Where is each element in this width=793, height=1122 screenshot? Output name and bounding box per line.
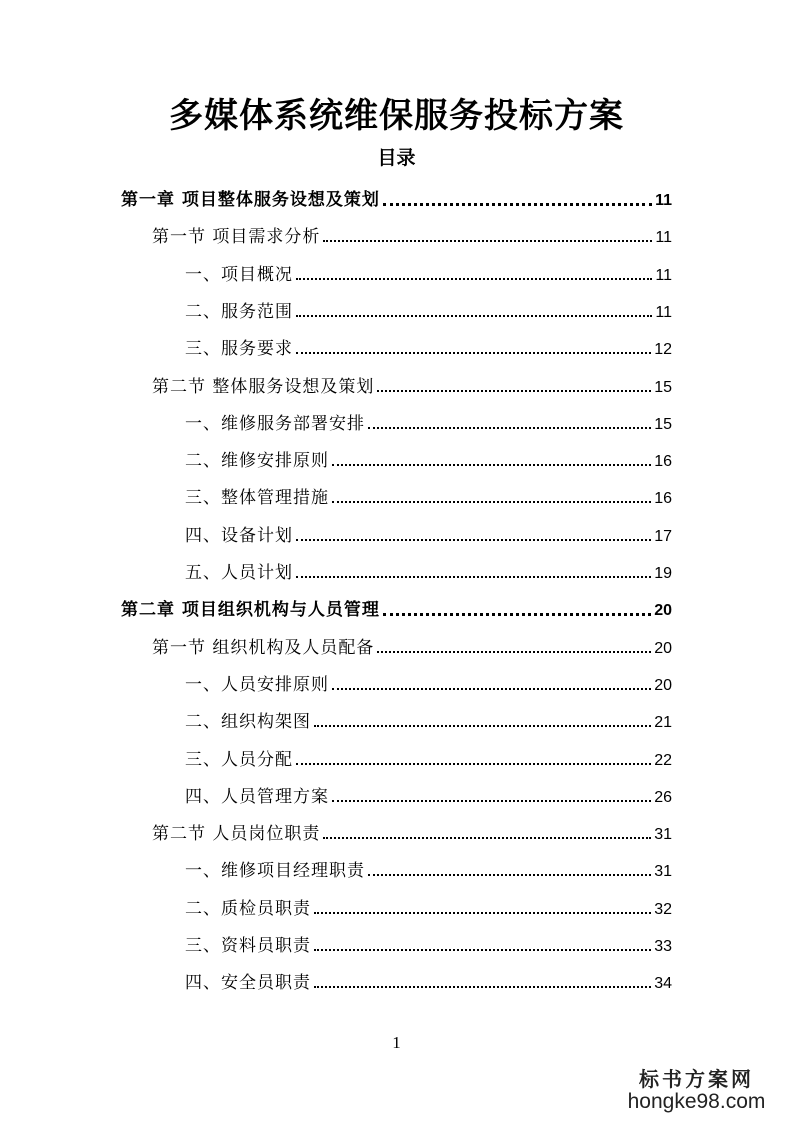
toc-item-row[interactable] — [185, 404, 672, 434]
toc-dot-leader — [383, 202, 652, 206]
toc-dot-leader — [296, 351, 651, 354]
toc-item-row[interactable] — [185, 740, 672, 770]
toc-chapter-row[interactable] — [121, 180, 672, 210]
toc-item-row[interactable] — [185, 441, 672, 471]
toc-item-row[interactable] — [185, 889, 672, 919]
document-title: 多媒体系统维保服务投标方案 — [169, 96, 624, 136]
toc-dot-leader — [296, 762, 651, 765]
toc-entry-label: 三、人员分配 — [185, 749, 293, 770]
toc-entry-label: 第一章 项目整体服务设想及策划 — [121, 190, 380, 210]
toc-entry-page: 11 — [655, 266, 672, 284]
toc-dot-leader — [296, 277, 652, 280]
toc-entry-label: 四、人员管理方案 — [185, 786, 329, 807]
toc-entry-label: 五、人员计划 — [185, 563, 293, 583]
toc-entry-page: 15 — [654, 415, 672, 433]
toc-item-row[interactable] — [185, 963, 672, 993]
toc-section-row[interactable] — [152, 367, 672, 397]
toc-dot-leader — [296, 314, 652, 317]
toc-entry-page: 20 — [654, 602, 672, 620]
toc-entry-page: 20 — [654, 676, 672, 694]
toc-item-row[interactable] — [185, 516, 672, 546]
toc-section-row[interactable] — [152, 217, 672, 247]
toc-dot-leader — [314, 985, 651, 988]
toc-item-row[interactable] — [185, 926, 672, 956]
page-number: 1 — [392, 1033, 401, 1052]
toc-entry-label: 第二节 整体服务设想及策划 — [152, 376, 375, 397]
toc-section-row[interactable] — [152, 628, 672, 658]
toc-dot-leader — [323, 239, 652, 242]
toc-dot-leader — [332, 799, 651, 802]
toc-entry-label: 四、安全员职责 — [185, 973, 311, 994]
toc-item-row[interactable] — [185, 702, 672, 732]
toc-entry-page: 11 — [655, 229, 672, 247]
toc-entry-page: 19 — [654, 565, 672, 582]
toc-item-row[interactable] — [185, 292, 672, 322]
toc-item-row[interactable] — [185, 851, 672, 881]
toc-entry-label: 一、项目概况 — [185, 264, 293, 285]
toc-entry-label: 第一节 组织机构及人员配备 — [152, 637, 375, 658]
toc-entry-page: 21 — [654, 714, 672, 732]
toc-dot-leader — [332, 500, 651, 503]
toc-entry-label: 一、维修项目经理职责 — [185, 861, 365, 882]
toc-item-row[interactable] — [185, 777, 672, 807]
toc-entry-label: 二、组织构架图 — [185, 712, 311, 733]
toc-dot-leader — [332, 687, 651, 690]
toc-entry-label: 三、整体管理措施 — [185, 488, 329, 509]
toc-entry-page: 33 — [654, 938, 672, 955]
toc-entry-page: 22 — [654, 751, 672, 769]
toc-entry-label: 第二章 项目组织机构与人员管理 — [121, 600, 380, 621]
toc-entry-page: 31 — [654, 826, 672, 844]
toc-entry-page: 15 — [654, 378, 672, 396]
toc-entry-page: 11 — [655, 303, 672, 321]
toc-entry-label: 二、质检员职责 — [185, 898, 311, 919]
toc-entry-label: 二、服务范围 — [185, 301, 293, 322]
toc-entry-page: 26 — [654, 788, 672, 806]
toc-dot-leader — [332, 463, 651, 466]
toc-dot-leader — [377, 650, 651, 653]
toc-entry-label: 第一节 项目需求分析 — [152, 227, 321, 248]
toc-entry-label: 二、维修安排原则 — [185, 451, 329, 472]
watermark — [614, 1063, 779, 1114]
toc-dot-leader — [314, 724, 651, 727]
toc-item-row[interactable] — [185, 665, 672, 695]
toc-entry-page: 32 — [654, 900, 672, 918]
toc-dot-leader — [377, 389, 651, 392]
watermark-site-name: 标书方案网 — [639, 1067, 754, 1091]
toc-dot-leader — [383, 612, 651, 616]
toc-item-row[interactable] — [185, 478, 672, 508]
toc-item-row[interactable] — [185, 553, 672, 583]
toc-entry-page: 16 — [654, 490, 672, 508]
toc-entry-page: 17 — [654, 527, 672, 545]
toc-entry-label: 第二节 人员岗位职责 — [152, 824, 321, 845]
toc-entry-page: 34 — [654, 975, 672, 993]
toc-entry-label: 三、资料员职责 — [185, 936, 311, 956]
toc-section-row[interactable] — [152, 814, 672, 844]
toc-entry-page: 11 — [655, 192, 672, 209]
toc-entry-page: 12 — [654, 341, 672, 359]
toc-heading: 目录 — [377, 147, 416, 169]
toc-entry-page: 16 — [654, 453, 672, 471]
toc-item-row[interactable] — [185, 255, 672, 285]
toc-entry-page: 31 — [654, 863, 672, 881]
toc-dot-leader — [296, 575, 651, 578]
toc-entry-label: 一、维修服务部署安排 — [185, 413, 365, 434]
toc-entry-label: 四、设备计划 — [185, 525, 293, 546]
toc-dot-leader — [323, 836, 651, 839]
toc-dot-leader — [314, 948, 651, 951]
watermark-url: hongke98.com — [627, 1090, 766, 1113]
toc-chapter-row[interactable] — [121, 590, 672, 620]
toc-dot-leader — [314, 911, 651, 914]
toc-item-row[interactable] — [185, 329, 672, 359]
toc-entry-page: 20 — [654, 639, 672, 657]
toc-dot-leader — [296, 538, 651, 541]
toc-dot-leader — [368, 873, 651, 876]
toc-entry-label: 一、人员安排原则 — [185, 674, 329, 695]
toc-entry-label: 三、服务要求 — [185, 339, 293, 360]
toc-dot-leader — [368, 426, 651, 429]
